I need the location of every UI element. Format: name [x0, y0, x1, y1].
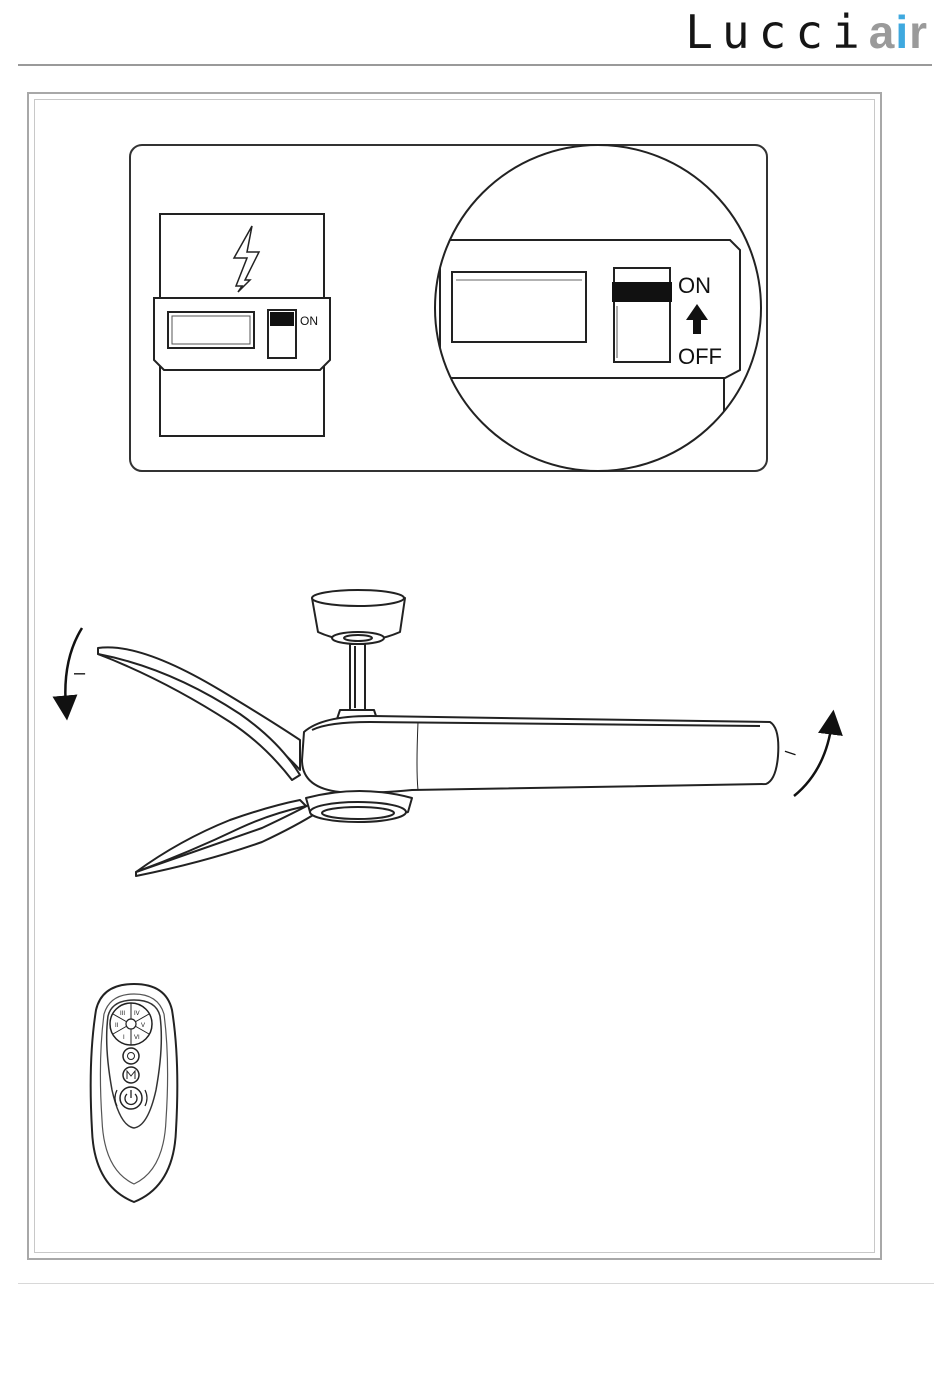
speed-button-1: I — [123, 1035, 125, 1041]
zoom-off-label: OFF — [678, 344, 722, 369]
speed-button-4: IV — [134, 1011, 140, 1017]
zoom-detail-circle — [430, 140, 770, 480]
zoom-on-label: ON — [678, 273, 711, 298]
remote-speed-dial — [110, 1003, 152, 1045]
logo-air: air — [868, 6, 928, 58]
switch-panel-figure — [130, 140, 770, 480]
speed-button-6: VI — [134, 1035, 140, 1041]
ceiling-fan-figure — [65, 590, 832, 876]
fan-motor-and-blade-right — [302, 716, 778, 793]
fan-light-kit — [306, 791, 412, 822]
speed-button-2: II — [115, 1023, 119, 1029]
fan-blade-front-left — [136, 800, 318, 876]
zoom-label-window — [452, 272, 586, 342]
footer-divider — [18, 1283, 934, 1284]
remote-control-figure — [91, 984, 178, 1202]
direction-mark-right: – — [781, 739, 800, 765]
direction-mark-left: – — [74, 662, 86, 684]
small-on-label: ON — [300, 314, 318, 328]
fan-canopy — [312, 590, 405, 644]
speed-button-3: III — [120, 1011, 126, 1017]
remote-timer-button — [123, 1048, 139, 1064]
remote-mode-button — [123, 1067, 139, 1083]
fan-downrod — [350, 644, 365, 710]
speed-button-5: V — [141, 1023, 146, 1029]
breaker-box — [154, 214, 330, 436]
breaker-label-window — [168, 312, 254, 348]
logo-wordmark: Lucci — [685, 5, 869, 59]
rotation-arrow-right — [794, 722, 832, 796]
